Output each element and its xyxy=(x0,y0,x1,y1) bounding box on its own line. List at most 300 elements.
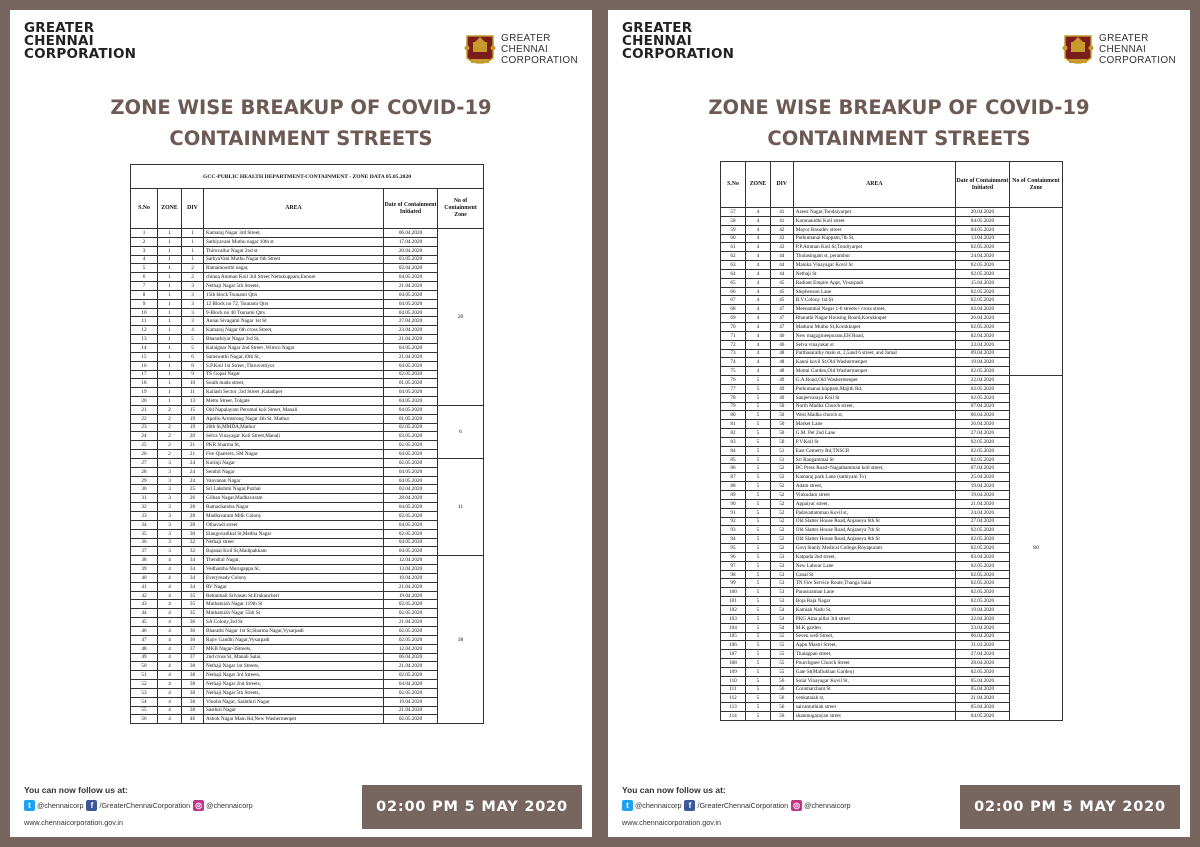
cell-area: Kamaraj park Lane (sathiyam Tv) xyxy=(793,473,955,482)
cell-area: Canal St xyxy=(793,570,955,579)
cell-area: Market Lane xyxy=(793,420,955,429)
facebook-icon[interactable]: f xyxy=(86,800,97,811)
facebook-icon[interactable]: f xyxy=(684,800,695,811)
cell-sno: 7 xyxy=(131,282,158,291)
table-row xyxy=(131,237,484,246)
brand-line-1: GREATER xyxy=(24,20,95,36)
cell-sno: 3 xyxy=(131,246,158,255)
cell-zone: 4 xyxy=(158,635,182,644)
cell-div: 36 xyxy=(182,626,204,635)
cell-sno: 46 xyxy=(131,626,158,635)
instagram-icon[interactable]: ◎ xyxy=(193,800,204,811)
table-row xyxy=(131,485,484,494)
cell-sno: 1 xyxy=(131,229,158,238)
cell-date: 02.05.2020 xyxy=(384,370,438,379)
cell-zone: 3 xyxy=(158,476,182,485)
cell-sno: 14 xyxy=(131,343,158,352)
cell-date: 02.05.2020 xyxy=(384,512,438,521)
header-div: DIV xyxy=(770,162,793,208)
cell-date: 02.05.2020 xyxy=(955,287,1009,296)
cell-area: Sri Rangammal St xyxy=(793,455,955,464)
cell-date: 24.04.2020 xyxy=(955,252,1009,261)
cell-sno: 65 xyxy=(721,278,746,287)
cell-area: West Madha church st, xyxy=(793,411,955,420)
cell-zone: 4 xyxy=(745,349,770,358)
table-row xyxy=(131,379,484,388)
cell-sno: 18 xyxy=(131,379,158,388)
cell-date: 21.04.2020 xyxy=(384,618,438,627)
cell-zone: 2 xyxy=(158,405,182,414)
cell-area: East Cemetry Rd,TNSCB xyxy=(793,446,955,455)
cell-sno: 88 xyxy=(721,482,746,491)
cell-date: 19.04.2020 xyxy=(384,697,438,706)
cell-date: 02.05.2020 xyxy=(955,261,1009,270)
twitter-handle[interactable]: @chennaicorp xyxy=(635,801,682,810)
cell-div: 11 xyxy=(182,388,204,397)
cell-sno: 107 xyxy=(721,650,746,659)
cell-zone: 4 xyxy=(745,287,770,296)
cell-area: Apollo Armstrong Nagar 4th St, Mathur xyxy=(204,414,384,423)
cell-div: 55 xyxy=(770,641,793,650)
cell-sno: 12 xyxy=(131,326,158,335)
cell-zone: 4 xyxy=(745,340,770,349)
cell-sno: 79 xyxy=(721,402,746,411)
cell-sno: 32 xyxy=(131,503,158,512)
cell-sno: 10 xyxy=(131,308,158,317)
cell-zone: 5 xyxy=(745,552,770,561)
cell-zone: 3 xyxy=(158,512,182,521)
brand-line-1: GREATER xyxy=(622,20,693,36)
cell-div: 15 xyxy=(182,405,204,414)
cell-sno: 44 xyxy=(131,609,158,618)
follow-us-label: You can now follow us at: xyxy=(24,785,128,795)
cell-area: Thulasingam st, perambur xyxy=(793,252,955,261)
cell-date: 04.04.2020 xyxy=(384,680,438,689)
cell-zone: 5 xyxy=(745,508,770,517)
cell-div: 46 xyxy=(770,331,793,340)
header-date: Date of Containment Initiated xyxy=(955,162,1009,208)
cell-date: 27.04.2020 xyxy=(955,517,1009,526)
cell-date: 27.04.2020 xyxy=(384,317,438,326)
cell-area: Mettu Street, Tolgate xyxy=(204,397,384,406)
heading-line-1: ZONE WISE BREAKUP OF COVID-19 xyxy=(708,96,1090,119)
cell-area: Madhavaram Milk Colony xyxy=(204,512,384,521)
cell-zone: 5 xyxy=(745,437,770,446)
cell-zone: 2 xyxy=(158,450,182,459)
twitter-icon[interactable]: t xyxy=(622,800,633,811)
cell-zone: 1 xyxy=(158,326,182,335)
cell-sno: 94 xyxy=(721,535,746,544)
cell-div: 4 xyxy=(182,326,204,335)
cell-sno: 21 xyxy=(131,405,158,414)
cell-sno: 40 xyxy=(131,573,158,582)
cell-area: Everyready Colony xyxy=(204,573,384,582)
cell-date: 01.05.2020 xyxy=(384,414,438,423)
cell-area: Rajiv Gandhi Nagar,Vysarpadi xyxy=(204,635,384,644)
cell-date: 02.04.2020 xyxy=(955,305,1009,314)
cell-area: Nethaji Nagar 1st Streets, xyxy=(204,662,384,671)
cell-zone: 3 xyxy=(158,538,182,547)
cell-sno: 63 xyxy=(721,261,746,270)
table-row xyxy=(131,335,484,344)
cell-zone: 4 xyxy=(745,269,770,278)
cell-zone: 4 xyxy=(158,680,182,689)
cell-area: Muthamizh Nagar 119th St xyxy=(204,600,384,609)
cell-area: Selva Vinayagar Koil Street,Manali xyxy=(204,432,384,441)
cell-date: 04.05.2020 xyxy=(384,273,438,282)
cell-zone: 1 xyxy=(158,343,182,352)
cell-sno: 36 xyxy=(131,538,158,547)
cell-area: Radiant Empire Appt, Vysarpadi xyxy=(793,278,955,287)
cell-sno: 92 xyxy=(721,517,746,526)
cell-area: Gilban Nagar,Madhavaram xyxy=(204,494,384,503)
cell-zone: 4 xyxy=(745,225,770,234)
cell-div: 53 xyxy=(770,579,793,588)
cell-div: 34 xyxy=(182,565,204,574)
cell-zone: 4 xyxy=(745,208,770,217)
cell-sno: 26 xyxy=(131,450,158,459)
cell-sno: 86 xyxy=(721,464,746,473)
cell-sno: 90 xyxy=(721,499,746,508)
cell-date: 02.05.2020 xyxy=(955,544,1009,553)
cell-date: 19.04.2020 xyxy=(955,358,1009,367)
cell-zone: 5 xyxy=(745,376,770,385)
table-row xyxy=(131,450,484,459)
cell-zone: 3 xyxy=(158,494,182,503)
brand-line-3: CORPORATION xyxy=(24,46,137,62)
cell-zone: 5 xyxy=(745,605,770,614)
table-row xyxy=(131,273,484,282)
cell-area: Nethaji Nagar 3rd Streets, xyxy=(204,671,384,680)
table-row xyxy=(131,503,484,512)
cell-zone: 4 xyxy=(158,671,182,680)
cell-area: Bharathiyar Nagar 3rd St, xyxy=(204,335,384,344)
cell-date: 19.04.2020 xyxy=(955,482,1009,491)
table-row xyxy=(131,290,484,299)
cell-area: Sri Lakshmi Nagar,Puzhal xyxy=(204,485,384,494)
cell-sno: 111 xyxy=(721,685,746,694)
table-row xyxy=(131,547,484,556)
cell-zone: 1 xyxy=(158,255,182,264)
cell-zone: 4 xyxy=(745,305,770,314)
cell-zone: 4 xyxy=(158,644,182,653)
cell-sno: 100 xyxy=(721,588,746,597)
cell-div: 51 xyxy=(770,455,793,464)
cell-area: Puthumanai Kuppam,7th St, xyxy=(793,234,955,243)
cell-div: 32 xyxy=(182,547,204,556)
cell-div: 54 xyxy=(770,623,793,632)
cell-date: 23.04.2020 xyxy=(384,326,438,335)
cell-sno: 54 xyxy=(131,697,158,706)
cell-zone: 4 xyxy=(745,252,770,261)
cell-date: 21.04.2020 xyxy=(384,662,438,671)
cell-zone: 5 xyxy=(745,455,770,464)
cell-zone: 5 xyxy=(745,429,770,438)
cell-date: 02.05.2020 xyxy=(955,322,1009,331)
cell-div: 32 xyxy=(182,538,204,547)
cell-area: Muthamizh Nagar 55th St xyxy=(204,609,384,618)
cell-zone: 1 xyxy=(158,264,182,273)
cell-div: 1 xyxy=(182,229,204,238)
cell-date: 07.04.2020 xyxy=(955,464,1009,473)
table-row xyxy=(131,246,484,255)
cell-area: Gate St(Mafiukhan Garden) xyxy=(793,667,955,676)
cell-sno: 114 xyxy=(721,712,746,721)
cell-div: 3 xyxy=(182,290,204,299)
cell-zone: 4 xyxy=(745,261,770,270)
cell-date: 04.05.2020 xyxy=(955,216,1009,225)
table-row xyxy=(131,361,484,370)
heading-line-2: CONTAINMENT STREETS xyxy=(169,127,433,150)
cell-zone: 2 xyxy=(158,423,182,432)
facebook-handle[interactable]: /GreaterChennaiCorporation xyxy=(697,801,789,810)
table-row xyxy=(131,494,484,503)
cell-date: 02.05.2020 xyxy=(955,597,1009,606)
cell-div: 42 xyxy=(770,225,793,234)
cell-area: Puthumanai kuppam,Majith Rd, xyxy=(793,384,955,393)
cell-area: Fire Quarters, SM Nagar xyxy=(204,450,384,459)
table-row xyxy=(131,326,484,335)
cell-date: 12.04.2020 xyxy=(384,556,438,565)
cell-sno: 15 xyxy=(131,352,158,361)
cell-date: 03.04.2020 xyxy=(955,552,1009,561)
cell-div: 52 xyxy=(770,544,793,553)
follow-us-label: You can now follow us at: xyxy=(622,785,726,795)
cell-sno: 67 xyxy=(721,296,746,305)
cell-zone: 1 xyxy=(158,308,182,317)
cell-zone: 4 xyxy=(158,582,182,591)
cell-zone: 3 xyxy=(158,485,182,494)
cell-zone: 4 xyxy=(158,609,182,618)
cell-area: Azeez Nagar,Tondaiyarpet xyxy=(793,208,955,217)
cell-sno: 9 xyxy=(131,299,158,308)
cell-sno: 75 xyxy=(721,367,746,376)
cell-sno: 103 xyxy=(721,614,746,623)
cell-zone: 5 xyxy=(745,570,770,579)
cell-div: 46 xyxy=(770,340,793,349)
cell-zone: 5 xyxy=(745,712,770,721)
cell-zone: 4 xyxy=(745,358,770,367)
cell-date: 04.05.2020 xyxy=(384,450,438,459)
cell-area: Appaiyar street, xyxy=(793,499,955,508)
cell-date: 05.04.2020 xyxy=(955,676,1009,685)
cell-area: Saraswathi Nagar,10th St, xyxy=(204,352,384,361)
instagram-icon[interactable]: ◎ xyxy=(791,800,802,811)
cell-containment-count xyxy=(1009,208,1062,376)
cell-zone: 4 xyxy=(158,697,182,706)
cell-date: 04.05.2020 xyxy=(384,361,438,370)
cell-div: 46 xyxy=(182,715,204,724)
cell-sno: 58 xyxy=(721,216,746,225)
containment-table-left xyxy=(130,164,483,724)
cell-area: Ramachandra Nagar xyxy=(204,503,384,512)
instagram-handle[interactable]: @chennaicorp xyxy=(206,801,253,810)
cell-div: 25 xyxy=(182,485,204,494)
cell-zone: 5 xyxy=(745,482,770,491)
cell-sno: 16 xyxy=(131,361,158,370)
table-row xyxy=(131,299,484,308)
cell-area: P.V.Koil St xyxy=(793,437,955,446)
cell-area: Sanjeevaraya Koil St xyxy=(793,393,955,402)
cell-sno: 106 xyxy=(721,641,746,650)
cell-area: New magzgineepuram,EH Road, xyxy=(793,331,955,340)
cell-date: 02.05.2020 xyxy=(955,667,1009,676)
cell-area: Thiruvallur Nagar 2nd st xyxy=(204,246,384,255)
website-link[interactable]: www.chennaicorporation.gov.in xyxy=(24,818,123,827)
cell-sno: 24 xyxy=(131,432,158,441)
cell-sno: 62 xyxy=(721,252,746,261)
cell-date: 02.05.2020 xyxy=(955,393,1009,402)
brand-wordmark xyxy=(622,22,734,61)
cell-area: shanmugarayan street xyxy=(793,712,955,721)
cell-sno: 19 xyxy=(131,388,158,397)
cell-date: 04.05.2020 xyxy=(384,467,438,476)
cell-div: 48 xyxy=(770,367,793,376)
cell-zone: 5 xyxy=(745,411,770,420)
chennai-corporation-seal-icon xyxy=(1061,28,1095,70)
containment-table-right xyxy=(720,161,1063,721)
cell-date: 04.05.2020 xyxy=(955,225,1009,234)
cell-area: Nethaji Nagar 5th Streets, xyxy=(204,282,384,291)
cell-div: 24 xyxy=(182,476,204,485)
cell-date: 02.04.2020 xyxy=(384,264,438,273)
cell-zone: 5 xyxy=(745,614,770,623)
cell-sno: 5 xyxy=(131,264,158,273)
cell-div: 50 xyxy=(770,402,793,411)
cell-date: 06.04.2020 xyxy=(955,632,1009,641)
cell-date: 02.05.2020 xyxy=(384,441,438,450)
cell-sno: 102 xyxy=(721,605,746,614)
heading-line-2: CONTAINMENT STREETS xyxy=(767,127,1031,150)
twitter-icon[interactable]: t xyxy=(24,800,35,811)
cell-date: 05.04.2020 xyxy=(955,703,1009,712)
cell-zone: 3 xyxy=(158,503,182,512)
cell-sno: 66 xyxy=(721,287,746,296)
cell-sno: 4 xyxy=(131,255,158,264)
cell-area: Sasthiri Nagar xyxy=(204,706,384,715)
cell-div: 50 xyxy=(770,411,793,420)
cell-sno: 34 xyxy=(131,520,158,529)
cell-div: 20 xyxy=(182,432,204,441)
cell-div: 52 xyxy=(770,535,793,544)
cell-div: 19 xyxy=(182,414,204,423)
cell-date: 04.05.2020 xyxy=(384,388,438,397)
twitter-handle[interactable]: @chennaicorp xyxy=(37,801,84,810)
table-row xyxy=(131,582,484,591)
cell-date: 02.05.2020 xyxy=(384,609,438,618)
cell-zone: 4 xyxy=(158,706,182,715)
cell-div: 55 xyxy=(770,650,793,659)
cell-div: 38 xyxy=(182,671,204,680)
cell-sno: 109 xyxy=(721,667,746,676)
cell-sno: 68 xyxy=(721,305,746,314)
cell-zone: 5 xyxy=(745,561,770,570)
facebook-handle[interactable]: /GreaterChennaiCorporation xyxy=(99,801,191,810)
cell-date: 19.04.2020 xyxy=(955,605,1009,614)
website-link[interactable]: www.chennaicorporation.gov.in xyxy=(622,818,721,827)
header-sno: S.No xyxy=(131,189,158,229)
cell-area: PKG Ama pillai 3rd street xyxy=(793,614,955,623)
logo-text: GREATER CHENNAI CORPORATION xyxy=(500,32,578,66)
cell-date: 02.05.2020 xyxy=(955,570,1009,579)
cell-div: 30 xyxy=(182,529,204,538)
table-row xyxy=(131,512,484,521)
cell-date: 02.05.2020 xyxy=(955,579,1009,588)
cell-date: 06.04.2020 xyxy=(384,229,438,238)
cell-sno: 51 xyxy=(131,671,158,680)
cell-zone: 4 xyxy=(745,367,770,376)
page-heading xyxy=(10,92,592,154)
cell-area: Appu Mastri Street, xyxy=(793,641,955,650)
page-heading xyxy=(608,92,1190,154)
cell-zone: 5 xyxy=(745,597,770,606)
cell-sno: 59 xyxy=(721,225,746,234)
cell-date: 22.04.2020 xyxy=(955,614,1009,623)
instagram-handle[interactable]: @chennaicorp xyxy=(804,801,851,810)
cell-div: 49 xyxy=(770,376,793,385)
cell-sno: 20 xyxy=(131,397,158,406)
cell-sno: 70 xyxy=(721,322,746,331)
cell-area: Annai Sivagami Nagar 1st St xyxy=(204,317,384,326)
cell-div: 24 xyxy=(182,458,204,467)
cell-div: 55 xyxy=(770,667,793,676)
cell-sno: 89 xyxy=(721,491,746,500)
cell-sno: 29 xyxy=(131,476,158,485)
cell-sno: 81 xyxy=(721,420,746,429)
logo-text: GREATER CHENNAI CORPORATION xyxy=(1098,32,1176,66)
cell-zone: 5 xyxy=(745,623,770,632)
cell-zone: 4 xyxy=(745,296,770,305)
table-row xyxy=(131,370,484,379)
cell-sno: 78 xyxy=(721,393,746,402)
cell-area: Parasuraman Lane xyxy=(793,588,955,597)
cell-date: 02.05.2020 xyxy=(955,243,1009,252)
cell-date: 21.04.2020 xyxy=(955,694,1009,703)
cell-sno: 30 xyxy=(131,485,158,494)
cell-sno: 98 xyxy=(721,570,746,579)
cell-date: 21.04.2020 xyxy=(384,352,438,361)
cell-div: 53 xyxy=(770,552,793,561)
cell-sno: 13 xyxy=(131,335,158,344)
cell-date: 23.04.2020 xyxy=(955,340,1009,349)
table-row xyxy=(131,573,484,582)
cell-area: G.A.Road,Old Washermenpet xyxy=(793,376,955,385)
cell-div: 3 xyxy=(182,317,204,326)
cell-area: MKB Nagar-3Streets, xyxy=(204,644,384,653)
cell-area: 9-Block no 40 Tsunami Qtrs xyxy=(204,308,384,317)
table-row xyxy=(131,688,484,697)
cell-sno: 77 xyxy=(721,384,746,393)
cell-sno: 95 xyxy=(721,544,746,553)
table-row xyxy=(131,441,484,450)
cell-sno: 33 xyxy=(131,512,158,521)
cell-sno: 47 xyxy=(131,635,158,644)
cell-area: Seven well Street, xyxy=(793,632,955,641)
cell-area: Parthasarathy main st, 2,5and 6 street, and Jamal xyxy=(793,349,955,358)
cell-div: 44 xyxy=(770,252,793,261)
cell-div: 47 xyxy=(770,305,793,314)
cell-div: 35 xyxy=(182,591,204,600)
header-div: DIV xyxy=(182,189,204,229)
cell-area: Nethaji Nagar 5th Streets, xyxy=(204,688,384,697)
cell-sno: 71 xyxy=(721,331,746,340)
cell-zone: 1 xyxy=(158,379,182,388)
cell-area: Kanni kovil St,Old Washermenpet xyxy=(793,358,955,367)
cell-div: 19 xyxy=(182,423,204,432)
table-row xyxy=(131,414,484,423)
cell-div: 56 xyxy=(770,712,793,721)
cell-sno: 72 xyxy=(721,340,746,349)
